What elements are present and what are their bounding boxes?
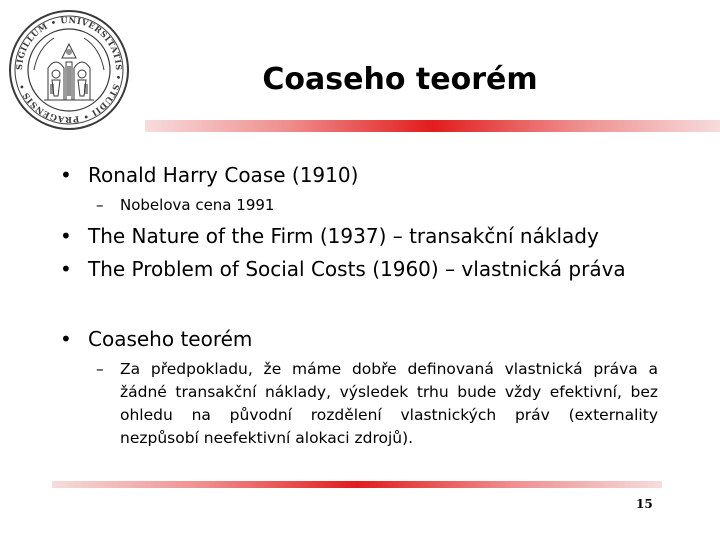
- sub-bullet-item: [96, 195, 274, 215]
- bullet-marker: •: [60, 257, 72, 281]
- bullet-text: The Problem of Social Costs (1960) – vlastnická práva: [88, 257, 626, 281]
- bullet-text: Coaseho teorém: [88, 327, 253, 351]
- bullet-text: The Nature of the Firm (1937) – transakční náklady: [88, 224, 599, 248]
- paragraph-marker: –: [96, 360, 104, 378]
- bullet-item: [60, 224, 599, 248]
- sub-bullet-text: Nobelova cena 1991: [120, 196, 275, 214]
- bullet-item: [60, 257, 626, 281]
- bullet-marker: •: [60, 163, 72, 187]
- bullet-text: Ronald Harry Coase (1910): [88, 163, 359, 187]
- footer-divider: [52, 481, 662, 488]
- university-seal-logo: [4, 8, 134, 132]
- bullet-marker: •: [60, 327, 72, 351]
- theorem-paragraph: [96, 358, 658, 450]
- bullet-item: [60, 327, 252, 351]
- bullet-item: [60, 163, 358, 187]
- bullet-marker: •: [60, 224, 72, 248]
- slide-title: Coaseho teorém: [262, 62, 538, 97]
- svg-text:SIGILLUM • UNIVERSITATIS • STU: SIGILLUM • UNIVERSITATIS • STUDII • PRAGENSIS •: [13, 14, 125, 126]
- paragraph-text: Za předpokladu, že máme dobře definovaná vlastnická práva a žádné transakční náklady, výsledek trhu bude vždy efektivní, bez ohledu na původní rozdělení vlastnických práv (externality nezpůsobí neefektivní alokaci zdrojů).: [120, 360, 658, 447]
- title-divider: [145, 120, 720, 132]
- sub-bullet-marker: –: [96, 196, 104, 214]
- page-number: 15: [636, 497, 653, 511]
